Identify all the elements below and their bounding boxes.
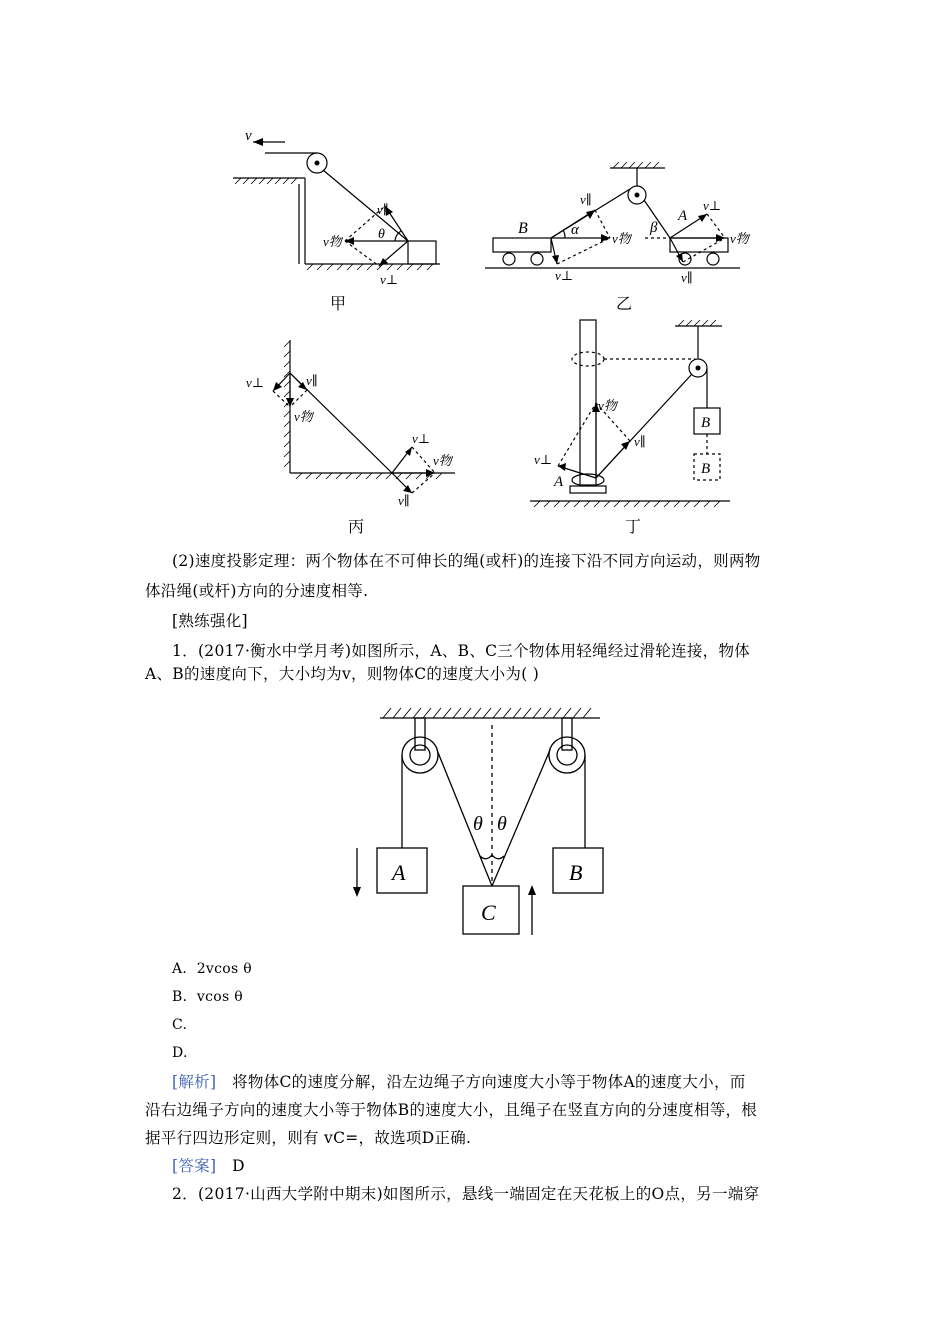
caption-ding: 丁 [625, 517, 642, 536]
label-v-par-bottom: v∥ [398, 493, 410, 508]
label-v-perp-right: v⊥ [703, 198, 721, 213]
label-C: C [481, 900, 496, 925]
option-a: A．2vcos θ [172, 961, 252, 977]
label-v-par-top: v∥ [306, 373, 318, 388]
analysis-line-3: 据平行四边形定则，则有 vC=，故选项D正确. [145, 1129, 472, 1147]
analysis-line-2: 沿右边绳子方向的速度大小等于物体B的速度大小，且绳子在竖直方向的分速度相等，根 [145, 1101, 758, 1119]
label-beta: β [650, 220, 658, 236]
analysis-line-1 [172, 1068, 746, 1096]
answer-line [172, 1152, 245, 1180]
theorem-line-2: 体沿绳(或杆)方向的分速度相等. [145, 582, 369, 600]
option-d: D. [172, 1045, 188, 1061]
label-v-obj: v物 [323, 234, 342, 249]
label-B-bottom: B [701, 461, 711, 477]
figure-jia [225, 128, 450, 288]
caption-jia: 甲 [330, 294, 347, 313]
option-c: C. [172, 1017, 188, 1033]
practice-header: [熟练强化] [172, 612, 248, 630]
caption-yi: 乙 [616, 294, 633, 313]
answer-tag: [答案] [172, 1157, 217, 1175]
option-b: B．vcos θ [172, 989, 243, 1005]
figure-pulley [345, 700, 615, 940]
label-v-obj: v物 [598, 398, 617, 413]
figure-yi [485, 158, 760, 288]
analysis-text-1: 将物体C的速度分解，沿左边绳子方向速度大小等于物体A的速度大小，而 [216, 1073, 746, 1091]
label-v-perp-left: v⊥ [555, 268, 573, 283]
q1-line-1: 1．(2017·衡水中学月考)如图所示，A、B、C三个物体用轻绳经过滑轮连接，物体 [172, 642, 751, 660]
label-A: A [678, 208, 688, 224]
label-theta-right: θ [497, 813, 507, 835]
label-v-perp: v⊥ [380, 272, 398, 287]
label-theta: θ [378, 227, 385, 242]
analysis-tag: [解析] [172, 1073, 217, 1091]
answer-value: D [216, 1157, 245, 1175]
label-v-par: v∥ [634, 434, 646, 449]
label-v-perp: v⊥ [534, 452, 552, 467]
label-v-par-left: v∥ [580, 192, 592, 207]
label-theta-left: θ [473, 813, 483, 835]
figure-bing [240, 335, 465, 510]
label-v-obj-bottom: v物 [433, 453, 452, 468]
label-v: v [245, 128, 252, 144]
theorem-line-1: (2)速度投影定理：两个物体在不可伸长的绳(或杆)的连接下沿不同方向运动，则两物 [172, 552, 761, 570]
label-A: A [554, 474, 564, 490]
label-B: B [518, 220, 528, 237]
label-v-par-right: v∥ [681, 270, 693, 285]
figure-ding [530, 318, 760, 518]
label-B: B [569, 860, 583, 885]
q1-line-2: A、B的速度向下，大小均为v，则物体C的速度大小为( ) [145, 665, 540, 683]
label-v-perp-top: v⊥ [246, 375, 264, 390]
label-v-par: v∥ [377, 202, 389, 217]
caption-bing: 丙 [348, 517, 365, 536]
label-v-obj-left: v物 [612, 231, 631, 246]
label-B-top: B [701, 415, 711, 431]
label-v-obj-top: v物 [294, 409, 313, 424]
label-v-obj-right: v物 [730, 231, 749, 246]
label-v-perp-bottom: v⊥ [412, 431, 430, 446]
label-alpha: α [571, 222, 579, 238]
q2-line-1: 2．(2017·山西大学附中期末)如图所示，悬线一端固定在天花板上的O点，另一端穿 [172, 1185, 760, 1203]
label-A: A [392, 860, 406, 885]
